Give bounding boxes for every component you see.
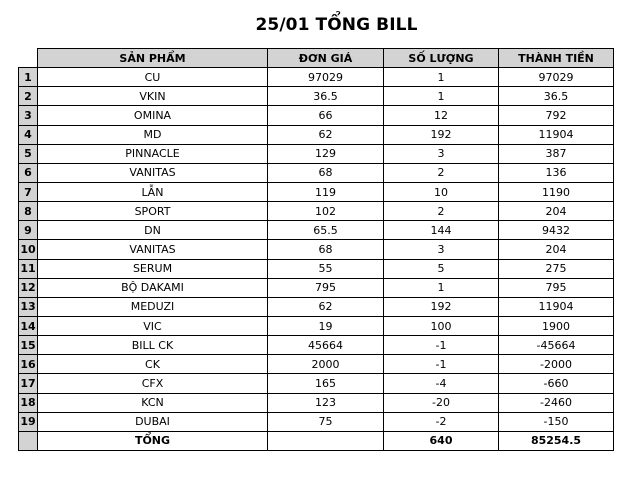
row-index[interactable]: 17 [19,374,38,393]
cell-product[interactable]: VANITAS [38,163,268,182]
cell-total[interactable]: 387 [499,144,614,163]
row-index[interactable]: 9 [19,221,38,240]
cell-total[interactable]: 11904 [499,297,614,316]
cell-total[interactable]: 36.5 [499,87,614,106]
cell-price[interactable]: 45664 [268,336,384,355]
table-row [19,106,614,125]
cell-qty[interactable]: 3 [384,144,499,163]
cell-price[interactable]: 165 [268,374,384,393]
cell-qty[interactable]: 2 [384,202,499,221]
table-row [19,163,614,182]
cell-price[interactable]: 68 [268,240,384,259]
cell-product[interactable]: VANITAS [38,240,268,259]
cell-product[interactable]: BILL CK [38,336,268,355]
cell-product[interactable]: CU [38,68,268,87]
total-row-index[interactable] [19,431,38,450]
cell-product[interactable]: DN [38,221,268,240]
cell-total[interactable]: 1190 [499,182,614,201]
cell-qty[interactable]: 5 [384,259,499,278]
table-row [19,393,614,412]
cell-qty[interactable]: 144 [384,221,499,240]
cell-total[interactable]: -150 [499,412,614,431]
cell-qty[interactable]: 192 [384,125,499,144]
cell-price[interactable]: 102 [268,202,384,221]
table-row [19,297,614,316]
cell-qty[interactable]: 1 [384,68,499,87]
total-qty[interactable]: 640 [384,431,499,450]
table-row [19,336,614,355]
cell-qty[interactable]: -1 [384,355,499,374]
cell-product[interactable]: VKIN [38,87,268,106]
col-header-total[interactable]: THÀNH TIỀN [499,49,614,68]
table-row [19,87,614,106]
cell-price[interactable]: 62 [268,125,384,144]
cell-product[interactable]: CK [38,355,268,374]
cell-price[interactable]: 2000 [268,355,384,374]
row-index[interactable]: 18 [19,393,38,412]
cell-price[interactable]: 97029 [268,68,384,87]
total-amount[interactable]: 85254.5 [499,431,614,450]
cell-product[interactable]: OMINA [38,106,268,125]
table-row [19,221,614,240]
cell-product[interactable]: KCN [38,393,268,412]
cell-total[interactable]: -660 [499,374,614,393]
bill-table [18,48,614,451]
bill-body [19,68,614,451]
cell-qty[interactable]: 2 [384,163,499,182]
row-index[interactable]: 10 [19,240,38,259]
cell-qty[interactable]: -20 [384,393,499,412]
total-price[interactable] [268,431,384,450]
cell-qty[interactable]: 1 [384,87,499,106]
row-index[interactable]: 8 [19,202,38,221]
row-index[interactable]: 5 [19,144,38,163]
cell-qty[interactable]: -2 [384,412,499,431]
cell-product[interactable]: PINNACLE [38,144,268,163]
col-header-price[interactable]: ĐƠN GIÁ [268,49,384,68]
cell-product[interactable]: MEDUZI [38,297,268,316]
table-row [19,412,614,431]
cell-total[interactable]: 275 [499,259,614,278]
cell-price[interactable]: 795 [268,278,384,297]
row-index[interactable]: 19 [19,412,38,431]
row-index[interactable]: 15 [19,336,38,355]
header-row [19,49,614,68]
row-index[interactable]: 13 [19,297,38,316]
cell-qty[interactable]: 3 [384,240,499,259]
row-index[interactable]: 4 [19,125,38,144]
cell-total[interactable]: 97029 [499,68,614,87]
col-header-qty[interactable]: SỐ LƯỢNG [384,49,499,68]
cell-qty[interactable]: 100 [384,316,499,335]
cell-qty[interactable]: 192 [384,297,499,316]
cell-product[interactable]: SPORT [38,202,268,221]
cell-total[interactable]: 9432 [499,221,614,240]
cell-product[interactable]: VIC [38,316,268,335]
cell-product[interactable]: LẪN [38,182,268,201]
table-row [19,182,614,201]
table-row [19,259,614,278]
cell-total[interactable]: 11904 [499,125,614,144]
row-index[interactable]: 14 [19,316,38,335]
cell-qty[interactable]: -1 [384,336,499,355]
table-row [19,240,614,259]
cell-product[interactable]: SERUM [38,259,268,278]
table-row [19,202,614,221]
table-row [19,278,614,297]
cell-product[interactable]: CFX [38,374,268,393]
cell-price[interactable]: 75 [268,412,384,431]
cell-price[interactable]: 66 [268,106,384,125]
table-row [19,355,614,374]
row-index[interactable]: 1 [19,68,38,87]
cell-product[interactable]: BỘ DAKAMI [38,278,268,297]
cell-total[interactable]: -2000 [499,355,614,374]
cell-total[interactable]: -2460 [499,393,614,412]
cell-qty[interactable]: 12 [384,106,499,125]
col-header-product[interactable]: SẢN PHẨM [38,49,268,68]
cell-price[interactable]: 123 [268,393,384,412]
cell-price[interactable]: 55 [268,259,384,278]
cell-price[interactable]: 19 [268,316,384,335]
cell-qty[interactable]: 10 [384,182,499,201]
row-index[interactable]: 6 [19,163,38,182]
table-row [19,125,614,144]
cell-total[interactable]: 1900 [499,316,614,335]
cell-total[interactable]: 795 [499,278,614,297]
cell-total[interactable]: 204 [499,202,614,221]
corner-cell [19,49,38,68]
row-index[interactable]: 11 [19,259,38,278]
cell-total[interactable]: 136 [499,163,614,182]
cell-total[interactable]: 204 [499,240,614,259]
row-index[interactable]: 7 [19,182,38,201]
total-row [19,431,614,450]
table-row [19,374,614,393]
table-row [19,316,614,335]
cell-qty[interactable]: -4 [384,374,499,393]
row-index[interactable]: 16 [19,355,38,374]
row-index[interactable]: 3 [19,106,38,125]
total-label[interactable]: TỔNG [38,431,268,450]
cell-price[interactable]: 129 [268,144,384,163]
bill-title: 25/01 TỔNG BILL [255,15,418,35]
cell-total[interactable]: -45664 [499,336,614,355]
cell-qty[interactable]: 1 [384,278,499,297]
row-index[interactable]: 2 [19,87,38,106]
cell-total[interactable]: 792 [499,106,614,125]
cell-product[interactable]: MD [38,125,268,144]
cell-price[interactable]: 65.5 [268,221,384,240]
cell-price[interactable]: 68 [268,163,384,182]
cell-product[interactable]: DUBAI [38,412,268,431]
cell-price[interactable]: 62 [268,297,384,316]
cell-price[interactable]: 36.5 [268,87,384,106]
cell-price[interactable]: 119 [268,182,384,201]
table-row [19,68,614,87]
row-index[interactable]: 12 [19,278,38,297]
table-row [19,144,614,163]
